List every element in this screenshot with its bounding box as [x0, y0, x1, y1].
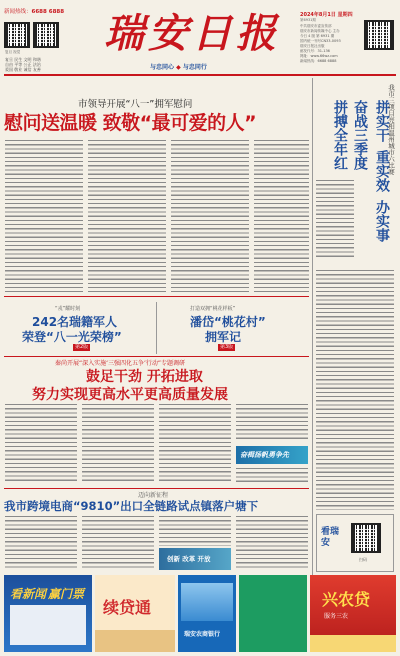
issue-5: 网址：www.66wz.com [300, 54, 338, 58]
ad-3-image [181, 583, 233, 621]
lead-headline[interactable]: 慰问送温暖 致敬“最可爱的人” [4, 112, 257, 134]
right-headline-col-5[interactable]: 办实事 [374, 200, 390, 242]
feature-right-kicker: 打造双拥“桃花样板” [190, 306, 236, 312]
lead-body-4 [254, 140, 309, 292]
slogan-dot-icon: ◆ [176, 64, 181, 71]
feature-right-page-badge[interactable]: 第3版 [220, 344, 234, 350]
date: 2024年8月1日 星期四 [300, 12, 353, 18]
feature-left-kicker: “戎”耀时刻 [55, 306, 81, 312]
third-body-1 [5, 516, 77, 570]
feature-right-title-1[interactable]: 潘岱“桃花村” [190, 315, 266, 329]
bottom-promo-text: 创新 改革 开放 [167, 555, 211, 563]
right-headline-col-3[interactable]: 重实效 [374, 150, 390, 192]
values-line-3: 爱国 敬业 诚信 友善 [5, 67, 41, 72]
second-body-5 [236, 468, 308, 484]
right-headline-col-2[interactable]: 奋战三季度 [352, 100, 368, 170]
second-body-3 [159, 404, 231, 484]
hotline [4, 7, 64, 15]
third-kicker: 迈向新征程 [138, 492, 169, 499]
ad-1-image [10, 605, 86, 645]
second-body-2 [82, 404, 154, 484]
side-promo-title: 看瑞安 [321, 527, 340, 548]
side-promo-qr[interactable] [351, 523, 381, 553]
second-body-4 [236, 404, 308, 442]
second-body-1 [5, 404, 77, 484]
ad-2-title: 续贷通 [103, 598, 152, 617]
feature-right-title-2[interactable]: 拥军记 [205, 330, 242, 344]
right-side-title[interactable]: 我市三项目亮相温州城市六比赛 [387, 84, 395, 175]
qr-caption: 复旦 视觉 [5, 50, 21, 54]
third-headline[interactable]: 我市跨境电商“9810”出口全链路试点镇落户塘下 [4, 499, 259, 513]
ad-1[interactable] [4, 575, 92, 652]
slogan-right: 与忠同行 [182, 64, 207, 71]
issue-4: 邮发代号：31-136 [300, 49, 330, 53]
ad-4-sub: 服务三农 [324, 613, 349, 620]
feature-left-title-2[interactable]: 荣登“八一光荣榜” [22, 330, 122, 344]
hotline-label: 新闻热线： [4, 9, 32, 15]
second-rule [4, 356, 309, 357]
ad-4-strip [310, 635, 396, 652]
second-headline-1[interactable]: 鼓足干劲 开拓进取 [86, 369, 203, 385]
lead-body-1 [5, 140, 83, 292]
masthead-rule [4, 74, 396, 76]
right-body-1 [316, 180, 354, 260]
feature-left-title-1[interactable]: 242名瑞籍军人 [32, 315, 118, 329]
side-promo[interactable] [316, 514, 394, 572]
ad-3[interactable] [178, 575, 236, 652]
feature-rule [4, 296, 309, 297]
second-headline-2[interactable]: 努力实现更高水平更高质量发展 [32, 387, 228, 403]
qr-code-left[interactable] [4, 22, 30, 48]
third-rule [4, 488, 309, 489]
right-body-2 [316, 270, 394, 510]
side-promo-qr-caption: 扫码 [359, 557, 367, 562]
lead-body-2 [88, 140, 166, 292]
hotline-number: 6688 6888 [31, 9, 65, 15]
ad-1-line-1: 看新闻 [10, 587, 47, 601]
right-divider [312, 78, 313, 598]
slogan-left: 与忠同心 [150, 64, 175, 71]
values-line-2: 自由 平等 公正 法治 [5, 62, 41, 67]
masthead-title: 瑞安日报 [104, 10, 280, 57]
qr-code-left-2[interactable] [33, 22, 59, 48]
lead-body-3 [171, 140, 249, 292]
slogan [150, 62, 207, 71]
ad-4[interactable] [310, 575, 396, 652]
feature-divider [156, 302, 157, 354]
bottom-promo[interactable] [159, 548, 231, 570]
issue-2: 国内统一刊号CN33-0093 [300, 39, 341, 43]
ad-2-strip [95, 630, 175, 652]
promo-box-text: 奋楫扬帆勇争先 [240, 451, 289, 459]
publisher-2: 瑞安市新闻传媒中心 主办 [300, 29, 340, 33]
ad-1-line-2: 赢门票 [48, 587, 85, 601]
third-body-3 [159, 516, 231, 546]
values-line-1: 复旦 民生 文明 和谐 [5, 57, 41, 62]
edition-info: 第6931期 [300, 18, 316, 22]
promo-box[interactable] [236, 446, 308, 464]
feature-left-page-badge[interactable]: 第2版 [75, 344, 89, 350]
ad-4-title: 兴农贷 [322, 590, 371, 609]
qr-code-right[interactable] [364, 20, 394, 50]
weekday: 星期四 [337, 12, 353, 18]
ad-3-title: 瑞安农商银行 [184, 631, 221, 638]
ad-3b[interactable] [239, 575, 307, 652]
issue-6: 新闻热线：6688 6888 [300, 59, 337, 63]
second-kicker: 秦尚开展“深入实施‘三强四化五争’行动”专题调研 [55, 360, 186, 367]
right-headline-col-1[interactable]: 拼实干 [374, 100, 390, 142]
issue-3: 瑞安日报社出版 [300, 44, 325, 48]
lead-kicker: 市领导开展“八一”拥军慰问 [78, 99, 193, 110]
publisher-1: 中共瑞安市委宣传部 [300, 24, 332, 28]
third-body-2 [82, 516, 154, 570]
third-body-4 [236, 516, 308, 570]
right-headline-col-4[interactable]: 拼搏全年红 [332, 100, 348, 170]
ad-2[interactable] [95, 575, 175, 652]
issue-1: 今日 4 版 第 6931 期 [300, 34, 335, 38]
